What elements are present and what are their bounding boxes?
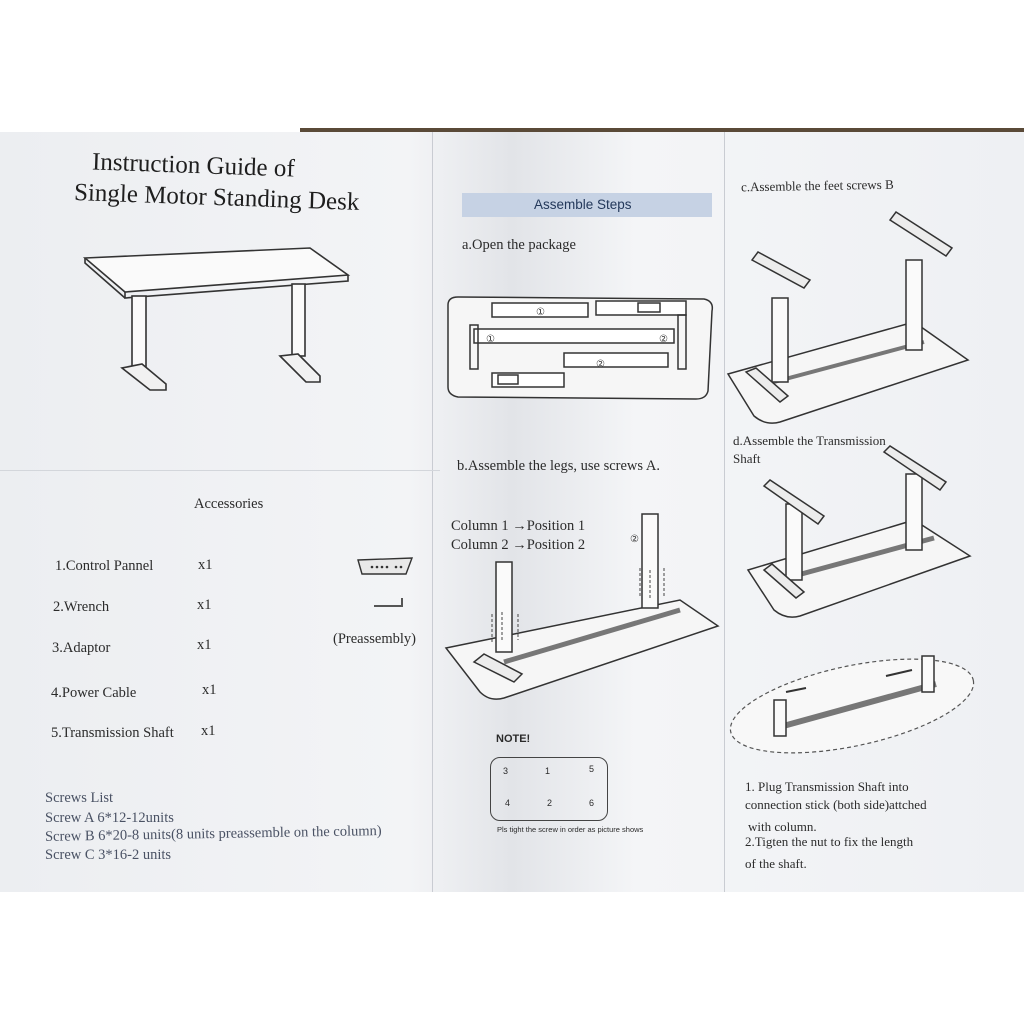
accessory-qty: x1	[197, 637, 212, 653]
accessory-name: 2.Wrench	[53, 599, 110, 615]
screw-hole: 4	[505, 798, 511, 808]
package-part-label: ①	[486, 334, 495, 345]
screw-hole: 5	[589, 764, 595, 774]
accessory-qty: x1	[202, 682, 217, 698]
accessory-qty: x1	[198, 557, 213, 573]
desk-illustration	[80, 240, 360, 400]
preassembly-note: (Preassembly)	[333, 631, 416, 647]
instruction-line: with column.	[748, 819, 817, 834]
guide-title-line2: Single Motor Standing Desk	[73, 179, 360, 216]
screw-order-diagram	[490, 757, 608, 821]
step-b-label: b.Assemble the legs, use screws A.	[457, 458, 660, 474]
package-part-label: ②	[596, 359, 605, 370]
screw-hole: 6	[589, 798, 595, 808]
legs-illustration	[444, 512, 720, 702]
step-d-label: d.Assemble the Transmission	[733, 433, 886, 448]
guide-title-line1: Instruction Guide of	[91, 148, 296, 183]
screw-line: Screw A 6*12-12units	[45, 810, 174, 826]
column1-position: Column 1 →Position 1	[451, 518, 586, 534]
assemble-steps-label: Assemble Steps	[534, 197, 632, 212]
screw-hole: 1	[545, 766, 551, 776]
package-illustration	[446, 295, 716, 401]
instruction-line: of the shaft.	[745, 856, 807, 871]
wrench-icon	[372, 596, 408, 610]
note-caption: Pls tight the screw in order as picture shows	[497, 825, 644, 834]
control-panel-icon	[356, 556, 416, 578]
package-part-label: ②	[659, 334, 668, 345]
package-part-label: ①	[536, 307, 545, 318]
instruction-line: connection stick (both side)attched	[745, 797, 927, 812]
paper-fold	[432, 132, 433, 892]
accessories-heading: Accessories	[194, 496, 264, 512]
screw-hole: 2	[547, 798, 553, 808]
accessory-name: 5.Transmission Shaft	[51, 725, 174, 741]
paper-fold	[0, 470, 440, 471]
accessory-name: 3.Adaptor	[52, 640, 111, 656]
screw-line: Screw C 3*16-2 units	[45, 847, 172, 863]
accessory-name: 4.Power Cable	[51, 685, 137, 701]
transmission-shaft-illustration	[744, 446, 974, 622]
instruction-line: 1. Plug Transmission Shaft into	[745, 779, 909, 794]
screws-heading: Screws List	[45, 790, 114, 806]
column2-position: Column 2 →Position 2	[451, 537, 586, 553]
column-label: ②	[630, 534, 639, 545]
instruction-line: 2.Tigten the nut to fix the length	[745, 834, 914, 849]
shaft-detail-illustration	[726, 648, 980, 766]
accessory-name: 1.Control Pannel	[55, 558, 154, 574]
screw-line: Screw B 6*20-8 units(8 units preassemble on the column)	[44, 823, 382, 845]
accessory-qty: x1	[201, 723, 216, 739]
note-title: NOTE!	[496, 733, 531, 745]
step-a-label: a.Open the package	[462, 237, 576, 253]
step-d-label: Shaft	[733, 451, 761, 466]
accessory-qty: x1	[197, 597, 212, 613]
feet-illustration	[724, 212, 974, 426]
screw-hole: 3	[503, 766, 509, 776]
assemble-steps-banner	[462, 193, 712, 217]
step-c-label: c.Assemble the feet screws B	[740, 176, 894, 195]
